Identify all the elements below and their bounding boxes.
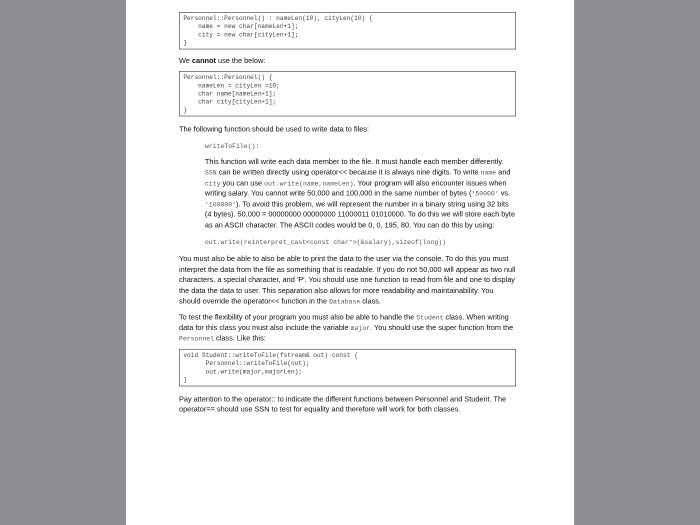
code-line: out.write(major,majorLen); xyxy=(183,368,303,376)
bold-text: cannot xyxy=(191,57,216,66)
text: class. Like this: xyxy=(213,334,266,343)
code-inline: '50000' xyxy=(471,190,499,198)
text: class. xyxy=(360,297,381,306)
code-inline: city xyxy=(204,180,221,188)
code-inline: Database xyxy=(329,298,361,306)
text: You must also be able to also be able to print the data to the user via the console. To do this you must interpret the data from the file as something that is readable. If you do not 50,000 will appear as two null characters, a special character, and 'P'. You should use one function to read from file and one to display the data the data to user. This separation also allows for more readability and maintainability. You should override the operator<< function in the xyxy=(179,255,516,306)
code-inline: Personnel xyxy=(179,335,214,343)
code-block-constructor-invalid xyxy=(179,71,516,116)
text: To test the flexibility of your program you must also be able to handle the xyxy=(179,313,417,322)
code-line: } xyxy=(183,39,188,47)
text: . Your program will also encounter issues when writing salary. You cannot write 50,000 and 100,000 in the same number of bytes ( xyxy=(204,179,507,198)
code-inline: SSN xyxy=(204,169,217,177)
code-line: } xyxy=(183,106,188,115)
document-page xyxy=(126,0,574,525)
code-inline: name xyxy=(480,169,497,177)
document-content xyxy=(179,12,516,416)
text: and xyxy=(496,168,511,177)
function-name: writeToFile(): xyxy=(204,142,260,151)
text: ). To avoid this problem, we will represent the number in a binary string using 32 bits (4 bytes). 50,000 = 00000000 00000000 11000011 01010000. To do this we will store each byte as an ASCII character. The ASCII codes would be 0, 0, 195, 80. You can do this by using: xyxy=(204,200,516,230)
code-line: name = new char[nameLen+1]; xyxy=(183,23,299,31)
code-line: char city[cityLen+1]; xyxy=(183,98,277,106)
text: . You should use the super function from the xyxy=(370,324,514,333)
cannot-use-line xyxy=(179,56,516,67)
code-block-student-write xyxy=(179,349,516,386)
final-paragraph: Pay attention to the operator:: to indicate the different functions between Personnel and Student. The operator== should use SSN to test for equality and therefore will work for both classes. xyxy=(179,395,507,414)
code-line: } xyxy=(183,376,188,384)
code-inline: out.write(name,nameLen) xyxy=(264,180,354,188)
print-data-paragraph xyxy=(179,255,516,308)
code-line: nameLen = cityLen =10; xyxy=(183,82,280,90)
text: This function will write each data member to the file. It must handle each member differently. xyxy=(204,158,504,167)
code-inline: '100000' xyxy=(204,201,237,209)
code-block-constructor-initializer xyxy=(179,12,516,49)
code-line: city = new char[cityLen+1]; xyxy=(183,31,299,39)
intro-paragraph: The following function should be used to write data to files: xyxy=(179,125,370,134)
student-class-paragraph xyxy=(179,313,516,345)
code-line: void Student::writeToFile(fstream& out) const { xyxy=(183,351,358,359)
text: use the below: xyxy=(215,57,266,66)
code-inline: major xyxy=(350,325,371,333)
text: class. When writing data for this class you must also include the variable xyxy=(179,313,509,333)
code-line: Personnel::Personnel() : nameLen(10), cityLen(10) { xyxy=(183,14,373,23)
text: can be written directly using operator<< because it is always nine digits. To write xyxy=(216,168,481,177)
code-line: Personnel::writeToFile(out); xyxy=(183,360,310,368)
write-function-description xyxy=(179,158,516,232)
code-line: char name[nameLen+1]; xyxy=(183,90,277,98)
reinterpret-cast-line: out.write(reinterpret_cast<const char*>(&salary),sizeof(long)) xyxy=(204,238,447,246)
text: you can use xyxy=(220,179,265,188)
code-inline: Student xyxy=(416,314,444,322)
text: We xyxy=(179,57,192,66)
text: vs. xyxy=(498,189,511,198)
code-line: Personnel::Personnel() { xyxy=(183,74,273,82)
